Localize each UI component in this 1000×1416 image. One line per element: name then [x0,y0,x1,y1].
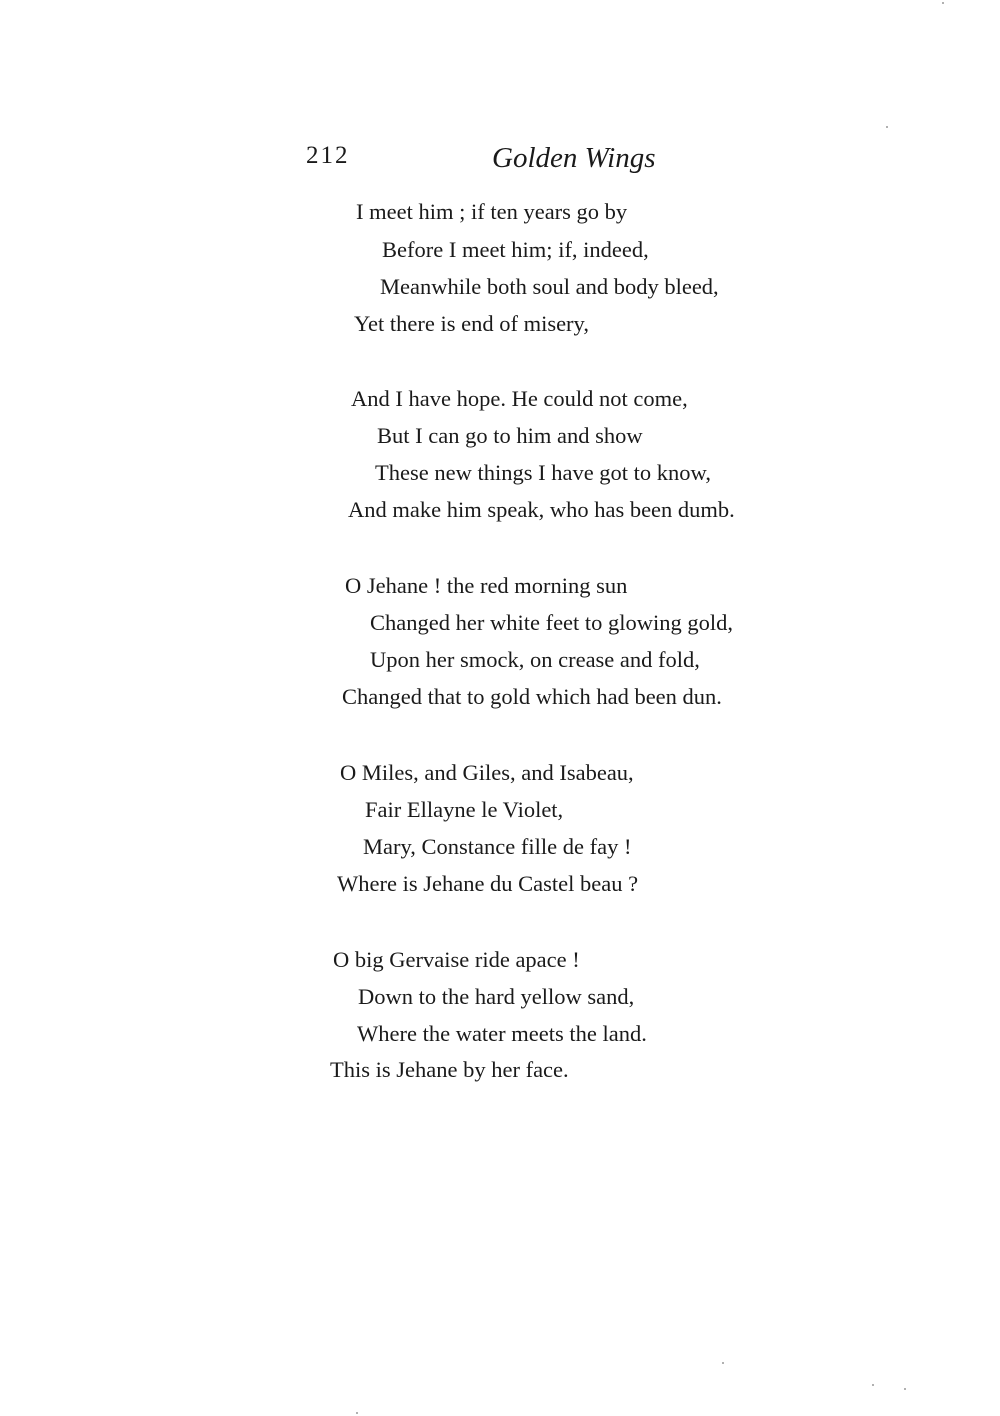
scan-speck [872,1384,874,1386]
scan-speck [722,1362,724,1364]
poem-line: Changed that to gold which had been dun. [342,684,722,709]
poem-line: And make him speak, who has been dumb. [348,497,735,522]
poem-line: O Miles, and Giles, and Isabeau, [340,760,634,785]
poem-line: And I have hope. He could not come, [351,386,688,411]
page-number: 212 [306,142,350,169]
poem-line: Changed her white feet to glowing gold, [370,610,734,635]
page-header [300,142,700,186]
poem-line: This is Jehane by her face. [330,1057,569,1082]
poem-line: O big Gervaise ride apace ! [333,947,580,972]
poem-line: But I can go to him and show [377,423,643,448]
poem-line: Down to the hard yellow sand, [358,984,635,1009]
poem-line: Upon her smock, on crease and fold, [370,647,700,672]
poem-line: O Jehane ! the red morning sun [345,573,628,598]
running-title: Golden Wings [492,142,656,174]
poem-line: Fair Ellayne le Violet, [365,797,564,822]
poem-line: These new things I have got to know, [375,460,711,485]
poem-line: Before I meet him; if, indeed, [382,237,649,262]
scan-speck [886,126,888,128]
poem-line: Mary, Constance fille de fay ! [363,834,632,859]
poem-line: Where the water meets the land. [357,1021,647,1046]
poem-line: Where is Jehane du Castel beau ? [337,871,639,896]
poem-line: I meet him ; if ten years go by [356,199,628,224]
scan-speck [356,1412,358,1414]
scan-speck [904,1388,906,1390]
poem-line: Yet there is end of misery, [354,311,589,336]
poem-line: Meanwhile both soul and body bleed, [380,274,719,299]
scan-speck [942,2,944,4]
